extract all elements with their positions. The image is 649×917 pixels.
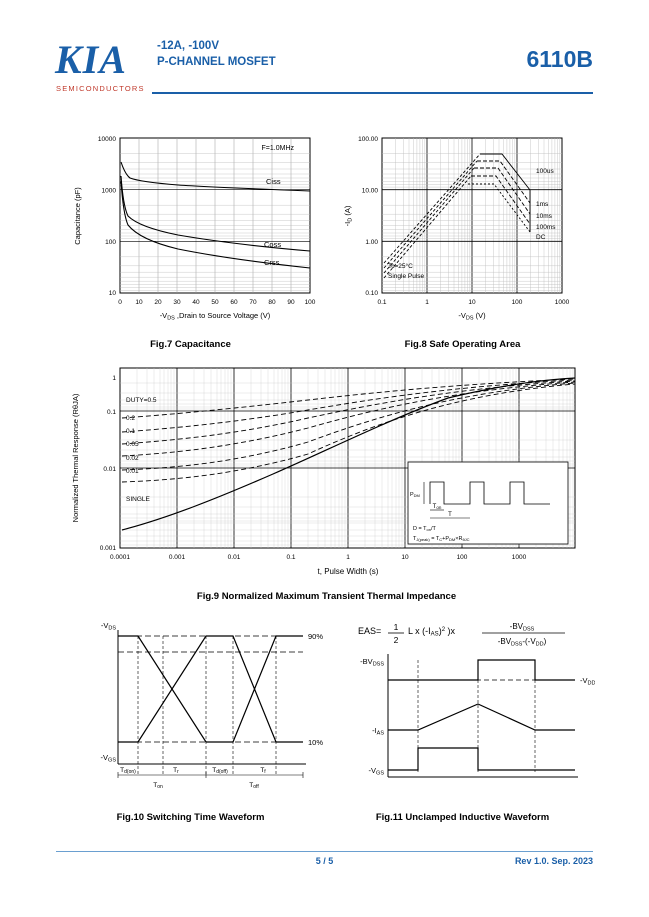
- svg-text:0: 0: [118, 299, 122, 306]
- svg-text:90%: 90%: [308, 632, 323, 641]
- svg-text:T: T: [448, 512, 452, 518]
- fig8-caption: Fig.8 Safe Operating Area: [404, 339, 521, 350]
- company-logo: KIA: [55, 37, 127, 82]
- svg-text:Coss: Coss: [264, 240, 282, 249]
- svg-text:0.10: 0.10: [365, 290, 378, 297]
- svg-text:Tr: Tr: [173, 767, 179, 775]
- svg-text:1: 1: [393, 622, 399, 632]
- svg-text:1: 1: [425, 299, 429, 306]
- device-ratings: -12A, -100V: [157, 40, 220, 52]
- svg-text:30: 30: [173, 299, 181, 306]
- svg-text:-BVDSS: -BVDSS: [509, 622, 535, 633]
- svg-text:40: 40: [192, 299, 200, 306]
- svg-text:20: 20: [154, 299, 162, 306]
- device-type: P-CHANNEL MOSFET: [157, 56, 276, 68]
- svg-text:10ms: 10ms: [536, 213, 552, 220]
- svg-text:-BVDSS: $-BV_{DSS}$: [360, 657, 384, 668]
- svg-text:Toff: Toff: [249, 782, 259, 790]
- footer-divider: [56, 851, 593, 852]
- part-number: 6110B: [526, 46, 593, 72]
- svg-text:0.1: 0.1: [106, 409, 116, 416]
- svg-text:Capacitance (pF): Capacitance (pF): [73, 187, 82, 245]
- fig9-thermal-impedance-chart: [58, 358, 595, 590]
- fig9-caption: Fig.9 Normalized Maximum Transient Thermal Impedance: [196, 591, 457, 602]
- svg-text:100: 100: [511, 299, 523, 306]
- svg-text:0.01: 0.01: [227, 554, 241, 561]
- svg-text:0.2: 0.2: [126, 415, 136, 422]
- svg-text:0.01: 0.01: [103, 466, 116, 473]
- svg-text:-VDS (V): $-V_{DS}$ (V): [458, 311, 486, 322]
- svg-text:10%: 10%: [308, 738, 323, 747]
- svg-text:0.01: 0.01: [126, 468, 139, 475]
- svg-text:D = Ton/T: D = Ton/T: [413, 526, 436, 532]
- svg-text:Normalized Thermal Response (R: Normalized Thermal Response (RθJA): [71, 393, 80, 523]
- svg-text:50: 50: [211, 299, 219, 306]
- fig7-capacitance-chart: [58, 128, 323, 328]
- svg-text:10000: 10000: [97, 136, 116, 143]
- svg-text:1: 1: [346, 554, 350, 561]
- svg-text:t, Pulse Width (s): t, Pulse Width (s): [317, 567, 379, 576]
- svg-text:TJ(peak) = TC+PDM×RθJC: TJ(peak) = TC+PDM×RθJC: [413, 536, 470, 542]
- svg-text:10: 10: [108, 290, 116, 297]
- fig10-switching-waveform: [58, 612, 323, 807]
- fig10-caption: Fig.10 Switching Time Waveform: [116, 812, 265, 823]
- svg-text:10: 10: [401, 554, 409, 561]
- fig11-unclamped-inductive-waveform: [330, 612, 595, 807]
- svg-text:100: 100: [304, 299, 316, 306]
- svg-text:PDM: PDM: [410, 492, 420, 498]
- header-divider: [152, 92, 593, 94]
- svg-text:0.1: 0.1: [126, 428, 136, 435]
- svg-text:Ton: Ton: [432, 504, 442, 510]
- svg-text:Single Pulse: Single Pulse: [388, 273, 425, 280]
- svg-text:0.05: 0.05: [126, 441, 139, 448]
- page-number: 5 / 5: [315, 856, 334, 866]
- svg-text:-VDD: $-V_{DD}$: [580, 676, 595, 687]
- fig11-caption: Fig.11 Unclamped Inductive Waveform: [375, 812, 550, 823]
- fig8-soa-chart: [330, 128, 595, 328]
- svg-text:1000: 1000: [101, 187, 116, 195]
- svg-text:1000: 1000: [511, 554, 527, 561]
- svg-text:Ciss: Ciss: [266, 177, 281, 186]
- svg-text:0.1: 0.1: [377, 299, 387, 306]
- svg-text:100.00: 100.00: [358, 136, 378, 143]
- svg-text:L x (-IAS)2 )x: L x $(-IAS)^2$ )x: [408, 626, 456, 638]
- svg-text:10: 10: [135, 299, 143, 306]
- svg-text:0.001: 0.001: [99, 545, 116, 552]
- svg-text:SINGLE: SINGLE: [126, 496, 150, 503]
- svg-text:90: 90: [287, 299, 295, 306]
- page-header: [0, 0, 649, 100]
- svg-text:0.1: 0.1: [286, 554, 296, 561]
- svg-text:10.00: 10.00: [361, 187, 378, 195]
- svg-text:80: 80: [268, 299, 276, 306]
- svg-text:100: 100: [456, 554, 468, 561]
- svg-text:1ms: 1ms: [536, 201, 549, 208]
- svg-text:1: 1: [112, 375, 116, 382]
- svg-text:0.0001: 0.0001: [110, 554, 130, 561]
- svg-text:-VGS: $-V_{GS}$: [100, 753, 116, 764]
- svg-text:100us: 100us: [536, 168, 554, 175]
- svg-text:0.02: 0.02: [126, 455, 139, 462]
- svg-text:-ID (A): $-I_D$ (A): [343, 205, 354, 227]
- svg-text:Ton: Ton: [153, 782, 163, 790]
- svg-text:DUTY=0.5: DUTY=0.5: [126, 397, 157, 404]
- svg-text:Td(off): Td(off): [212, 767, 228, 775]
- company-logo-subtitle: SEMICONDUCTORS: [56, 84, 145, 93]
- svg-text:1000: 1000: [554, 299, 570, 306]
- svg-text:70: 70: [249, 299, 257, 306]
- svg-text:-VDS ,Drain to Source Voltage: $-V_{DS}$ ,Drain to Source Voltage (V): [159, 311, 271, 322]
- svg-text:60: 60: [230, 299, 238, 306]
- svg-text:-IAS: $-I_{AS}$: [372, 726, 384, 737]
- fig7-caption: Fig.7 Capacitance: [150, 339, 231, 350]
- svg-text:-BVDSS-(-VDD): -BVDSS-(-VDD): [497, 637, 547, 648]
- svg-text:DC: DC: [536, 234, 546, 241]
- svg-text:Tf: Tf: [260, 767, 266, 775]
- svg-text:0.001: 0.001: [168, 554, 186, 561]
- svg-text:2: 2: [393, 635, 399, 645]
- svg-text:-VDS: $-V_{DS}$: [100, 621, 116, 632]
- svg-text:10: 10: [468, 299, 476, 306]
- svg-text:Tc=25°C: Tc=25°C: [388, 263, 413, 270]
- svg-text:EAS=: EAS=: [358, 626, 382, 636]
- svg-text:100: 100: [105, 239, 116, 246]
- svg-text:100ms: 100ms: [536, 224, 556, 231]
- svg-text:1.00: 1.00: [365, 239, 378, 246]
- revision-label: Rev 1.0. Sep. 2023: [514, 856, 593, 866]
- svg-text:Td(on): Td(on): [120, 767, 136, 775]
- svg-text:Crss: Crss: [264, 258, 280, 267]
- svg-text:F=1.0MHz: F=1.0MHz: [261, 145, 294, 152]
- svg-text:-VGS: $-V_{GS}$: [368, 766, 384, 777]
